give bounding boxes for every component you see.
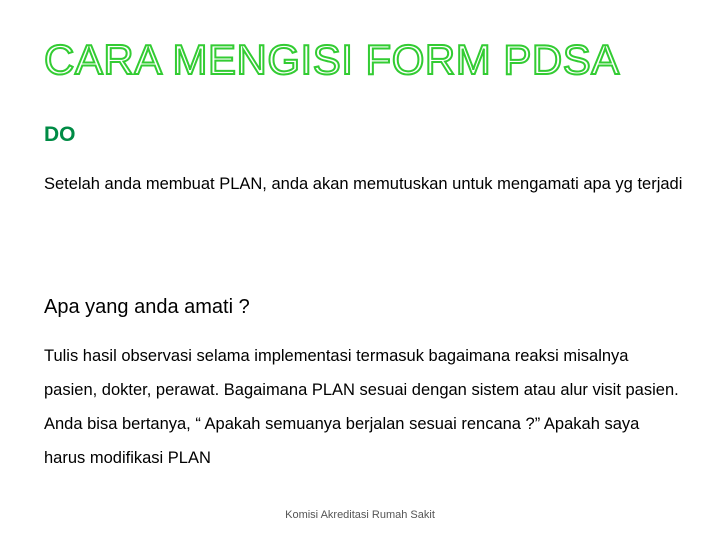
footer-text: Komisi Akreditasi Rumah Sakit xyxy=(285,509,435,521)
do-heading: DO xyxy=(44,123,76,146)
do-description: Setelah anda membuat PLAN, anda akan memutuskan untuk mengamati apa yg terjadi xyxy=(44,175,683,193)
observation-question: Apa yang anda amati ? xyxy=(44,296,250,318)
observation-instructions: Tulis hasil observasi selama implementasi termasuk bagaimana reaksi misalnya pasien, dokter, perawat. Bagaimana PLAN sesuai dengan sistem atau alur visit pasien. Anda bisa bertanya, “ Apakah semuanya berjalan sesuai rencana ?” Apakah saya harus modifikasi PLAN xyxy=(44,347,679,467)
slide-title: CARA MENGISI FORM PDSA xyxy=(44,36,620,83)
